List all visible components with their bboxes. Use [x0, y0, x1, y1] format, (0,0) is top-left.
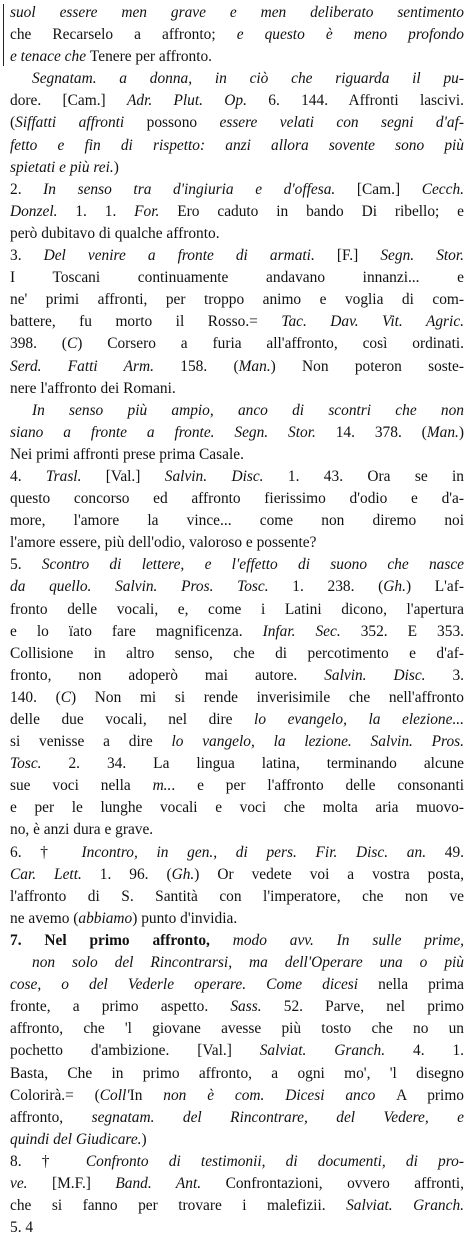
text-line	[10, 356, 464, 378]
text-line	[10, 90, 464, 112]
text-segment: C	[66, 335, 78, 353]
text-segment: questo concorso ed affronto fierissimo d'odio e d'a-	[10, 490, 464, 508]
text-segment: Siffatti affronti	[15, 114, 147, 132]
text-line	[10, 842, 464, 864]
text-line	[10, 311, 464, 333]
text-segment: affronto, che 'l giovane avesse più tosto che no un	[10, 1020, 464, 1038]
text-segment: [M.F.]	[51, 1174, 116, 1192]
text-segment: Salvin. Disc.	[324, 666, 453, 684]
text-segment: segnatam. del Rincontrare, del Vedere, e	[91, 1108, 464, 1126]
text-segment: affronto,	[10, 1108, 92, 1126]
text-segment: )	[113, 158, 119, 176]
text-segment: 158. (	[180, 357, 239, 375]
text-segment: . e per l'affronto delle consonanti	[171, 777, 464, 795]
text-segment: fetto e fin di rispetto: anzi allora sovente sono più	[10, 136, 464, 154]
text-line	[10, 2, 464, 24]
text-line	[10, 1040, 464, 1062]
text-segment: Del venire a fronte di armati.	[43, 247, 337, 265]
text-line	[10, 599, 464, 621]
text-segment: fronto delle vocali, e, come i Latini dicono, l'apertura	[10, 600, 464, 618]
text-segment: non solo del Rincontrarsi, ma dell'Operare una o più	[32, 954, 464, 972]
entry-text	[10, 2, 464, 1239]
text-line	[10, 223, 464, 245]
text-segment: 6. †	[10, 843, 82, 861]
text-segment: 1. 43. Ora se in	[287, 467, 464, 485]
text-segment: 5. 4	[10, 1219, 34, 1237]
text-line	[10, 996, 464, 1018]
text-segment: ) Or vedete voi a vostra posta,	[194, 865, 464, 883]
text-segment: Tosc.	[10, 755, 69, 773]
text-line	[10, 753, 464, 775]
text-line	[10, 930, 464, 952]
text-segment: Tenere per affronto.	[89, 48, 213, 66]
text-segment: fronte, a primo aspetto.	[10, 998, 231, 1016]
text-line	[10, 864, 464, 886]
text-line	[10, 112, 464, 134]
text-segment: In	[129, 1086, 164, 1104]
text-segment: Donzel.	[10, 202, 76, 220]
text-segment: Man.	[426, 423, 459, 441]
text-line	[10, 797, 464, 819]
text-line	[10, 621, 464, 643]
text-segment: Gh.	[171, 865, 195, 883]
text-line	[10, 24, 464, 46]
text-segment: che Recarselo a affronto;	[10, 26, 237, 44]
text-line	[10, 643, 464, 665]
text-segment: Trasl.	[45, 467, 106, 485]
text-segment: 2. 34. La lingua latina, terminando alcune	[68, 755, 464, 773]
text-segment: 14. 378. (	[335, 423, 427, 441]
text-segment: no, è anzi dura e grave.	[10, 821, 154, 839]
text-segment: Sass.	[230, 998, 284, 1016]
text-segment: ne' primi affronti, per troppo animo e voglia di com-	[10, 291, 464, 309]
text-segment: [Val.]	[105, 467, 165, 485]
text-segment: )	[458, 423, 464, 441]
text-segment: nere l'affronto dei Romani.	[10, 379, 176, 397]
text-line	[10, 46, 464, 68]
text-segment: Collisione in altro senso, che di percotimento e d'af-	[10, 644, 464, 662]
text-segment: (	[10, 114, 16, 132]
margin-rule	[3, 4, 4, 66]
text-segment: 398. (	[10, 335, 67, 353]
text-segment: lo vangelo, la lezione. Salvin. Pros.	[171, 733, 464, 751]
text-line	[10, 908, 464, 930]
text-segment: ) Non mi si rende inverisimile che nell'affronto	[71, 688, 464, 706]
text-line	[10, 333, 464, 355]
text-line	[10, 422, 464, 444]
text-segment: Car. Lett.	[10, 865, 100, 883]
text-segment: 3.	[10, 247, 44, 265]
text-segment: Coll'	[99, 1086, 130, 1104]
text-segment: Salviat. Granch.	[346, 1197, 464, 1215]
text-segment: 52. Parve, nel primo	[283, 998, 464, 1016]
text-segment: e questo è meno profondo	[236, 26, 464, 44]
text-line	[10, 201, 464, 223]
text-segment: 49.	[444, 843, 464, 861]
text-segment: 1. 238. (	[292, 578, 384, 596]
text-line	[10, 179, 464, 201]
text-line	[10, 1018, 464, 1040]
text-segment: modo avv. In sulle prime,	[232, 931, 464, 949]
text-segment: more, l'amore la vince... come non diremo noi	[10, 512, 464, 530]
text-segment: e per le lunghe vocali e voci che molta aria muovo-	[10, 799, 464, 817]
text-segment: sue voci nella	[10, 777, 153, 795]
text-segment: m..	[152, 777, 172, 795]
text-segment: ) Non poteron soste-	[270, 357, 464, 375]
text-segment: 4.	[10, 467, 46, 485]
text-segment: ve.	[10, 1174, 52, 1192]
text-segment: ) punto d'invidia.	[132, 909, 238, 927]
text-segment: C	[60, 688, 71, 706]
text-segment: delle due vocali, nel dire	[10, 711, 255, 728]
text-segment: ) L'af-	[405, 578, 464, 596]
text-segment: nella prima	[378, 976, 464, 994]
text-line	[10, 731, 464, 753]
text-line	[10, 135, 464, 157]
text-segment: In senso più ampio, anco di scontri che non	[32, 401, 464, 419]
text-segment: 7. Nel primo affronto,	[10, 931, 233, 949]
text-segment: Scontro di lettere, e l'effetto di suono che nasce	[41, 556, 464, 574]
text-segment: Tac. Dav. Vit. Agric.	[281, 313, 464, 331]
text-line	[10, 444, 464, 466]
text-segment: che si fanno per trovare i malefizii.	[10, 1197, 347, 1215]
text-segment: e tenace che	[10, 48, 90, 66]
text-segment: For.	[134, 202, 178, 220]
text-segment: Adr. Plut. Op.	[126, 92, 269, 110]
text-line	[10, 488, 464, 510]
text-segment: 4. 1.	[413, 1042, 464, 1060]
text-line	[10, 245, 464, 267]
text-segment: 352. E 353.	[360, 622, 464, 640]
text-line	[10, 466, 464, 488]
text-line	[10, 400, 464, 422]
text-line	[10, 289, 464, 311]
text-segment: [F.]	[336, 247, 381, 265]
text-segment: l'affronto di S. Santità con l'imperatore, che non ve	[10, 887, 464, 905]
text-segment: e lo ïato fare magnificenza.	[10, 622, 263, 640]
text-line	[10, 1129, 464, 1151]
text-segment: battere, fu morto il Rosso.=	[10, 313, 282, 331]
text-line	[10, 1173, 464, 1195]
text-segment: essere velati con segni d'af-	[219, 114, 464, 132]
text-segment: Incontro, in gen., di pers. Fir. Disc. an.	[81, 843, 445, 861]
text-line	[10, 267, 464, 289]
text-segment: Serd. Fatti Arm.	[10, 357, 181, 375]
text-segment: 3.	[452, 666, 464, 684]
text-segment: 5.	[10, 556, 42, 574]
text-line	[10, 1063, 464, 1085]
text-line	[10, 775, 464, 797]
text-segment: Infar. Sec.	[262, 622, 361, 640]
text-segment: possono	[146, 114, 220, 132]
text-line	[10, 378, 464, 400]
text-segment: siano a fronte a fronte. Segn. Stor.	[10, 423, 336, 441]
text-line	[10, 1151, 464, 1173]
text-line	[10, 974, 464, 996]
text-line	[10, 1195, 464, 1217]
text-segment: da quello. Salvin. Pros. Tosc.	[10, 578, 293, 596]
text-segment: Basta, Che in primo affronto, a ogni mo', 'l disegno	[10, 1064, 464, 1082]
text-line	[10, 886, 464, 908]
text-segment: si venisse a dire	[10, 733, 172, 751]
text-line	[10, 510, 464, 532]
text-segment: 1. 1.	[75, 202, 135, 220]
text-segment: Colorirà.= (	[10, 1086, 100, 1104]
text-line	[10, 157, 464, 179]
text-line	[10, 1085, 464, 1107]
text-segment: 140. (	[10, 688, 61, 706]
text-segment: quindi del Giudicare.	[10, 1130, 142, 1148]
text-segment: 8. †	[10, 1152, 86, 1170]
text-segment: 2.	[10, 180, 44, 198]
text-line	[10, 68, 464, 90]
text-segment: Man.	[238, 357, 271, 375]
text-segment: Ero caduto in bando Di ribello; e	[177, 202, 464, 220]
text-line	[10, 554, 464, 576]
text-segment: 1. 96. (	[99, 865, 172, 883]
text-segment: ne avemo (	[10, 909, 79, 927]
text-segment: Segnatam. a donna, in ciò che riguarda il pu-	[32, 70, 464, 88]
text-segment: )	[141, 1130, 147, 1148]
text-segment: lo evangelo, la elezione...	[254, 711, 464, 728]
text-segment: Salvin. Disc.	[164, 467, 288, 485]
text-segment: fronto, non adoperò mai autore.	[10, 666, 325, 684]
text-segment: [Cam.]	[356, 180, 422, 198]
text-line	[10, 576, 464, 598]
text-segment: pochetto d'ambizione. [Val.]	[10, 1042, 260, 1060]
text-segment: Salviat. Granch.	[259, 1042, 413, 1060]
text-segment: ) Corsero a furia all'affronto, così ordinati.	[77, 335, 464, 353]
text-segment: dore. [Cam.]	[10, 92, 127, 110]
text-segment: Confronto di testimonii, di documenti, di pro-	[85, 1152, 464, 1170]
text-line	[10, 665, 464, 687]
text-line	[10, 1107, 464, 1129]
text-segment: Gh.	[383, 578, 406, 596]
text-line	[10, 532, 464, 554]
text-line	[10, 687, 464, 709]
text-segment: non è com. Dicesi anco	[163, 1086, 397, 1104]
text-segment: suol essere men grave e men deliberato sentimento	[10, 4, 464, 21]
text-line	[10, 1217, 464, 1239]
text-line	[10, 819, 464, 841]
text-segment: In senso tra d'ingiuria e d'offesa.	[43, 180, 357, 198]
text-segment: Cecch.	[421, 180, 464, 198]
text-segment: abbiamo	[78, 909, 133, 927]
text-segment: spietati e più rei.	[10, 158, 114, 176]
text-segment: l'amore essere, più dell'odio, valoroso e possente?	[10, 534, 317, 552]
text-segment: A primo	[396, 1086, 464, 1104]
text-line	[10, 952, 464, 974]
text-segment: Band. Ant.	[115, 1174, 226, 1192]
text-segment: Segn. Stor.	[380, 247, 464, 265]
text-line	[10, 709, 464, 731]
text-segment: 6. 144. Affronti lascivi.	[268, 92, 464, 110]
text-segment: però dubitavo di qualche affronto.	[10, 224, 220, 242]
text-segment: Confrontazioni, ovvero affronti,	[225, 1174, 464, 1192]
text-segment: I Toscani continuamente andavano innanzi... e	[10, 269, 464, 287]
text-segment: Nei primi affronti prese prima Casale.	[10, 445, 244, 463]
text-segment: cose, o del Vederle operare. Come dicesi	[10, 976, 379, 994]
